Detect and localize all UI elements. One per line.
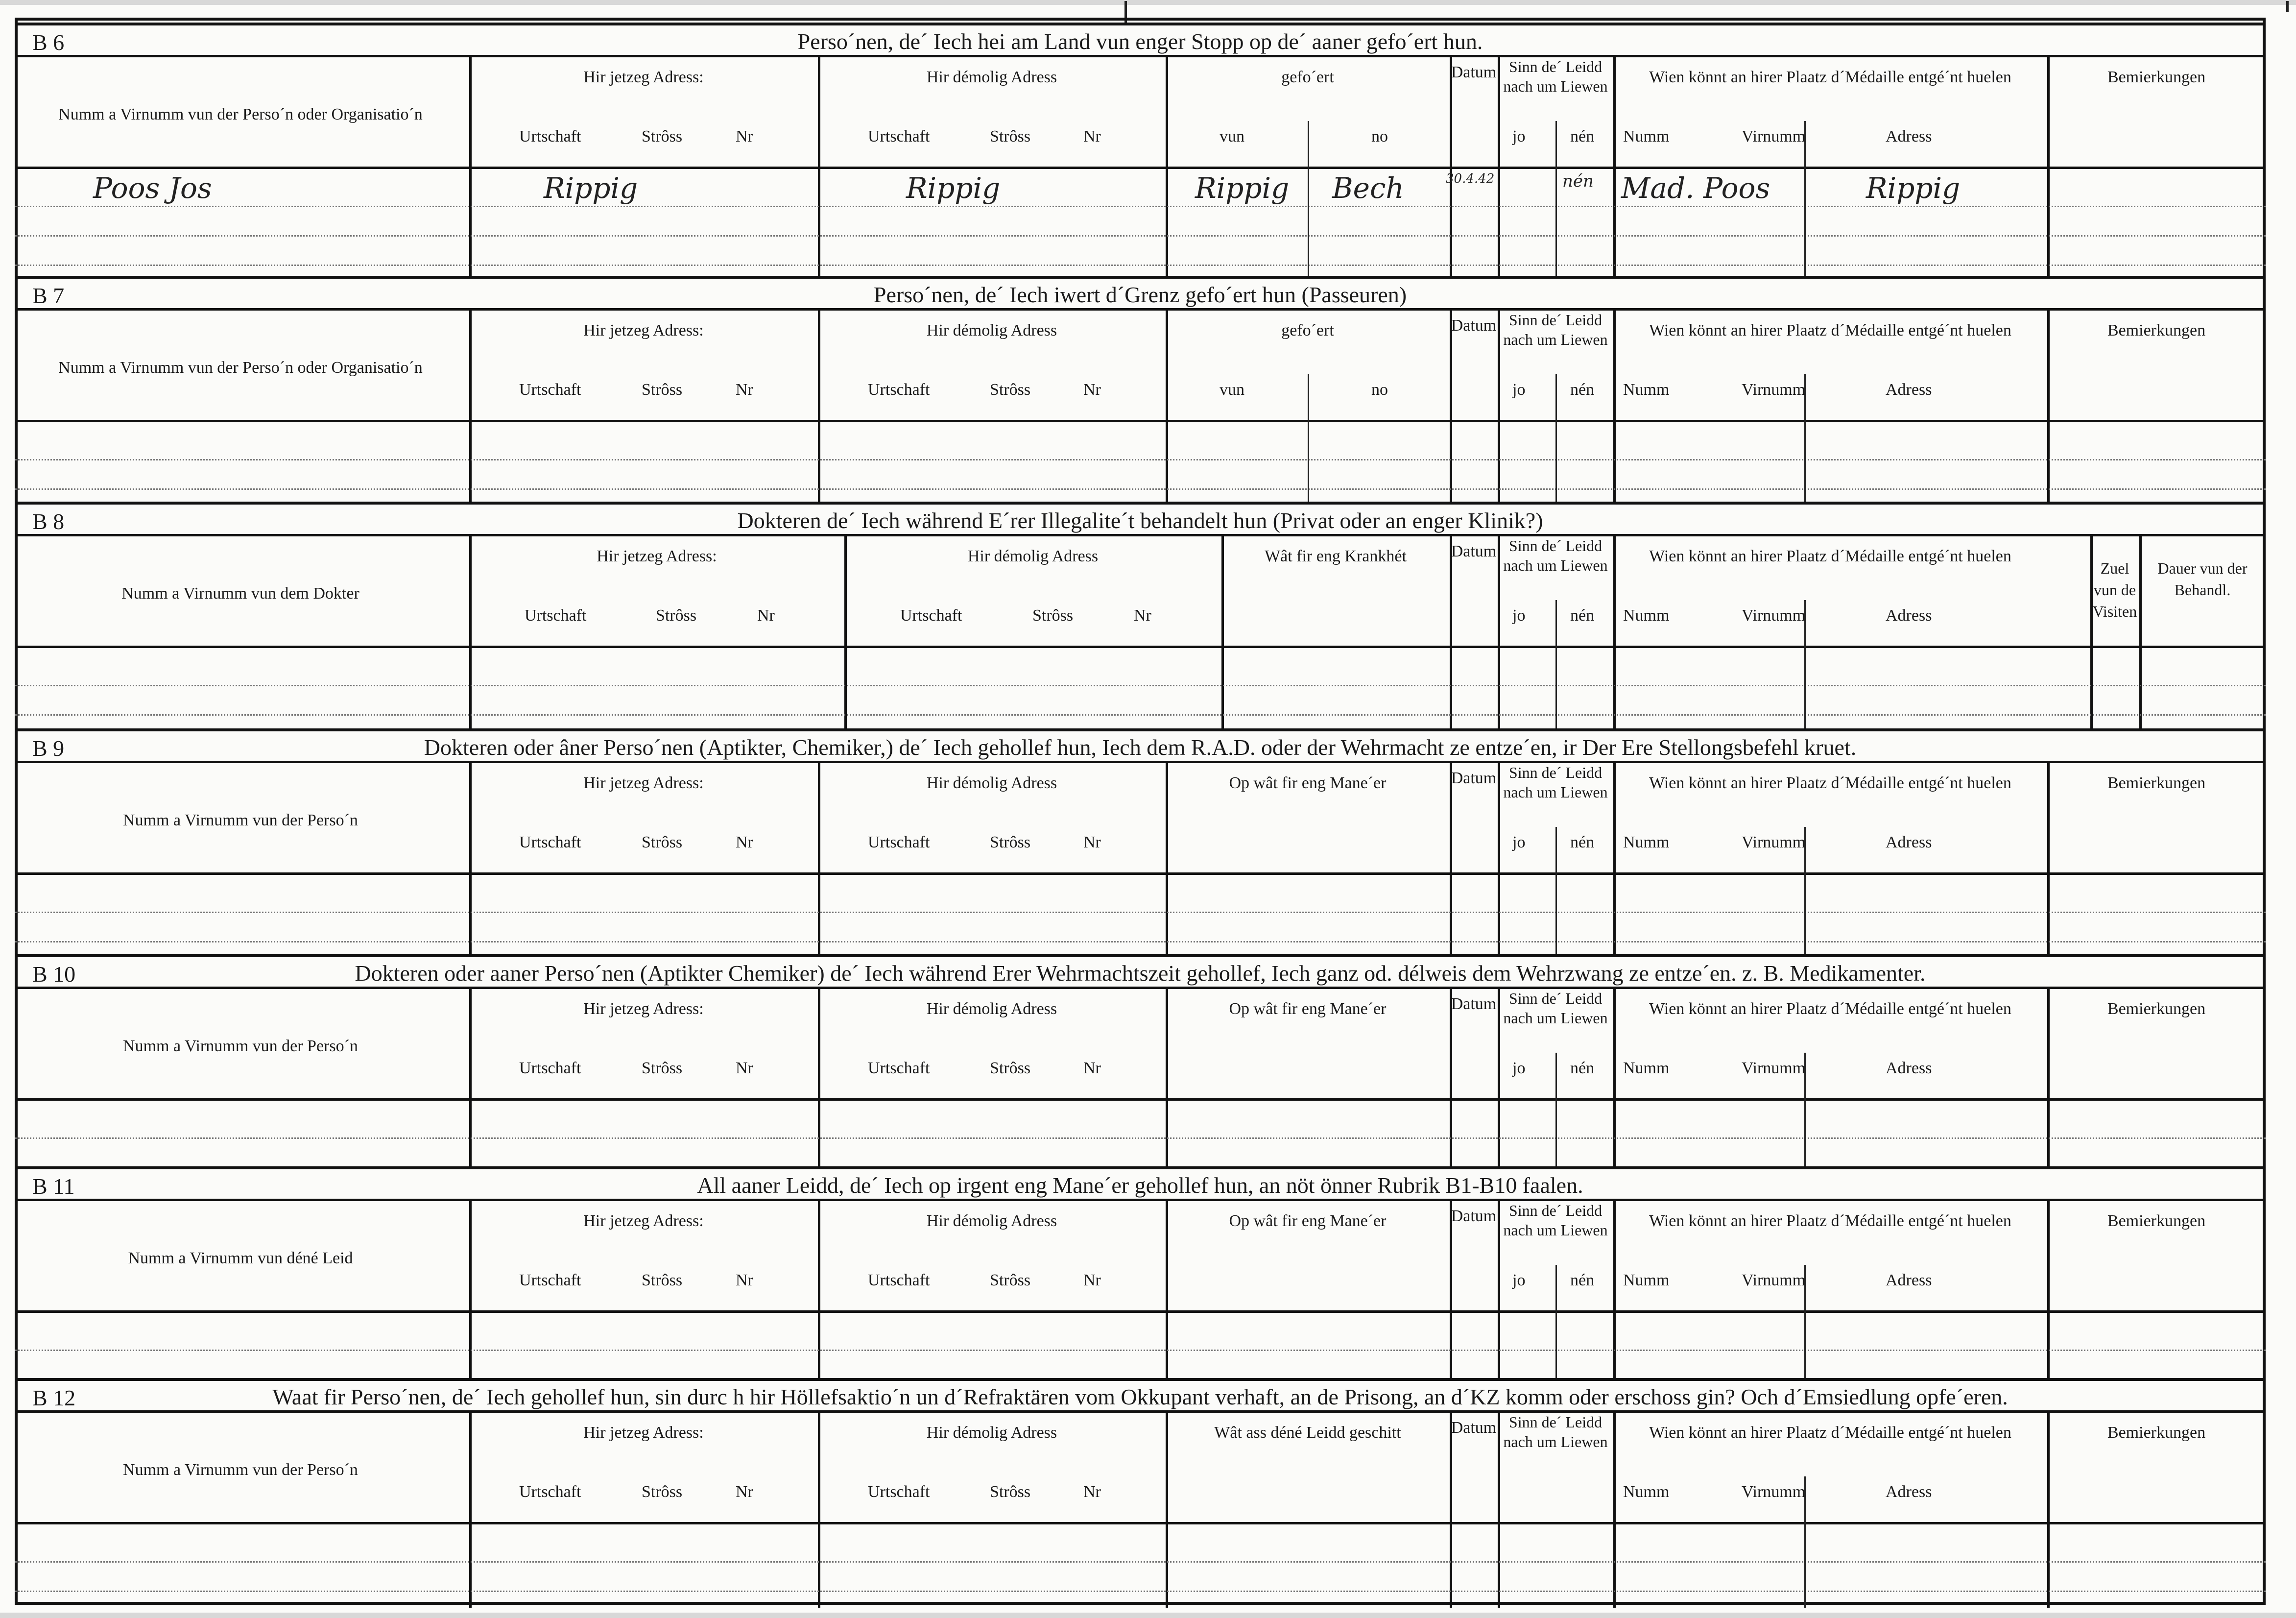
handwritten-entry: Rippig bbox=[544, 171, 638, 205]
third-column-header: Op wât fir eng Mane´er bbox=[1229, 1212, 1387, 1230]
section-number: B 8 bbox=[32, 509, 65, 534]
third-column-header: Wât fir eng Krankhét bbox=[1265, 547, 1407, 565]
handwritten-entry: Poos Jos bbox=[93, 171, 212, 205]
former-address-header: Hir démolig Adress bbox=[967, 547, 1099, 565]
former-address-header: Hir démolig Adress bbox=[926, 1000, 1057, 1018]
datum-header: Datum bbox=[1451, 769, 1497, 787]
former-address-sub-1: Strôss bbox=[990, 127, 1031, 145]
header-rule bbox=[15, 987, 2266, 989]
section-number: B 10 bbox=[32, 962, 76, 987]
current-address-sub-1: Strôss bbox=[642, 1059, 683, 1077]
alive-header: Sinn de´ Leidd nach um Liewen bbox=[1503, 311, 1608, 348]
third-sub-to: no bbox=[1371, 381, 1388, 399]
alive-no: nén bbox=[1570, 1271, 1595, 1289]
former-address-sub-2: Nr bbox=[1083, 381, 1101, 399]
scan-edge-bottom bbox=[0, 1613, 2296, 1618]
former-address-header: Hir démolig Adress bbox=[926, 774, 1057, 792]
writing-line[interactable] bbox=[15, 685, 2266, 686]
column-divider bbox=[2047, 55, 2050, 279]
writing-line[interactable] bbox=[15, 235, 2266, 237]
alive-split bbox=[1555, 1053, 1557, 1169]
handwritten-entry: Rippig bbox=[1195, 171, 1290, 205]
medal-sub-address: Adress bbox=[1886, 1059, 1932, 1077]
alive-header: Sinn de´ Leidd nach um Liewen bbox=[1503, 1202, 1608, 1239]
column-divider bbox=[1450, 308, 1452, 505]
former-address-sub-0: Urtschaft bbox=[868, 381, 930, 399]
section-number: B 7 bbox=[32, 283, 65, 308]
body-rule bbox=[15, 420, 2266, 422]
alive-yes: jo bbox=[1512, 127, 1526, 145]
current-address-sub-1: Strôss bbox=[642, 127, 683, 145]
alive-yes: jo bbox=[1512, 381, 1526, 399]
former-address-sub-2: Nr bbox=[1083, 1059, 1101, 1077]
remarks-header: Bemierkungen bbox=[2107, 1000, 2206, 1018]
current-address-sub-0: Urtschaft bbox=[519, 1059, 581, 1077]
current-address-header: Hir jetzeg Adress: bbox=[583, 1000, 704, 1018]
medal-sub-name: Numm bbox=[1623, 1271, 1670, 1289]
current-address-sub-0: Urtschaft bbox=[519, 127, 581, 145]
body-rule bbox=[15, 1310, 2266, 1313]
alive-header: Sinn de´ Leidd nach um Liewen bbox=[1503, 537, 1608, 574]
alive-no: nén bbox=[1570, 1059, 1595, 1077]
writing-line[interactable] bbox=[15, 488, 2266, 490]
former-address-sub-1: Strôss bbox=[990, 1271, 1031, 1289]
current-address-sub-0: Urtschaft bbox=[519, 833, 581, 851]
writing-line[interactable] bbox=[15, 1137, 2266, 1139]
handwritten-entry: Rippig bbox=[906, 171, 1001, 205]
scan-edge-top bbox=[0, 0, 2296, 5]
remarks-header: Bemierkungen bbox=[2107, 68, 2206, 86]
current-address-sub-2: Nr bbox=[736, 833, 753, 851]
column-divider bbox=[1450, 55, 1452, 279]
handwritten-entry: Rippig bbox=[1866, 171, 1961, 205]
third-column-header: gefo´ert bbox=[1281, 321, 1334, 339]
column-divider bbox=[1613, 55, 1616, 279]
former-address-sub-0: Urtschaft bbox=[868, 1483, 930, 1501]
third-column-header: Wât ass déné Leidd geschitt bbox=[1214, 1424, 1401, 1442]
current-address-sub-2: Nr bbox=[736, 381, 753, 399]
section-title: Waat fir Perso´nen, de´ Iech gehollef hun, sin durc h hir Höllefsaktio´n un d´Refraktären vom Okkupant verhaft, an de Prisong, an d´KZ komm oder erschoss gin? Och d´Emsiedlung opfe´eren. bbox=[272, 1384, 2008, 1409]
current-address-sub-0: Urtschaft bbox=[525, 606, 587, 625]
writing-line[interactable] bbox=[15, 912, 2266, 913]
medal-sub-name: Numm bbox=[1623, 127, 1670, 145]
section-title: Perso´nen, de´ Iech iwert d´Grenz gefo´ert hun (Passeuren) bbox=[873, 282, 1407, 307]
former-address-sub-1: Strôss bbox=[990, 381, 1031, 399]
current-address-header: Hir jetzeg Adress: bbox=[583, 1424, 704, 1442]
medal-sub-firstname: Virnumm bbox=[1742, 1483, 1806, 1501]
handwritten-entry: Mad. Poos bbox=[1621, 171, 1770, 205]
body-rule bbox=[15, 1098, 2266, 1101]
former-address-header: Hir démolig Adress bbox=[926, 68, 1057, 86]
current-address-sub-0: Urtschaft bbox=[519, 1271, 581, 1289]
current-address-header: Hir jetzeg Adress: bbox=[597, 547, 717, 565]
name-column-header: Numm a Virnumm vun der Perso´n oder Organisatio´n bbox=[58, 105, 423, 123]
writing-line[interactable] bbox=[15, 265, 2266, 266]
section-title: Dokteren oder aaner Perso´nen (Aptikter Chemiker) de´ Iech während Erer Wehrmachtszeit gehollef, Iech ganz od. délweis dem Wehrzwang ze entze´en. z. B. Medikamenter. bbox=[355, 961, 1926, 986]
duration-header: Dauer vun der Behandl. bbox=[2157, 559, 2248, 599]
medal-sub-name: Numm bbox=[1623, 1059, 1670, 1077]
section-b12 bbox=[15, 1378, 2266, 1605]
current-address-sub-0: Urtschaft bbox=[519, 381, 581, 399]
column-divider bbox=[1450, 1410, 1452, 1608]
section-title: Perso´nen, de´ Iech hei am Land vun enger Stopp op de´ aaner gefo´ert hun. bbox=[797, 29, 1483, 54]
section-number: B 9 bbox=[32, 736, 65, 761]
body-rule bbox=[15, 167, 2266, 169]
alive-split bbox=[1555, 374, 1557, 505]
handwritten-entry: 30.4.42 bbox=[1446, 171, 1495, 186]
current-address-sub-2: Nr bbox=[757, 606, 775, 625]
datum-header: Datum bbox=[1451, 1207, 1497, 1225]
current-address-sub-0: Urtschaft bbox=[519, 1483, 581, 1501]
former-address-sub-1: Strôss bbox=[990, 1483, 1031, 1501]
medal-sub-firstname: Virnumm bbox=[1742, 381, 1806, 399]
section-b7 bbox=[15, 276, 2266, 502]
alive-yes: jo bbox=[1512, 1271, 1526, 1289]
former-address-sub-2: Nr bbox=[1083, 1271, 1101, 1289]
alive-header: Sinn de´ Leidd nach um Liewen bbox=[1503, 1413, 1608, 1450]
column-divider bbox=[818, 55, 820, 279]
remarks-header: Bemierkungen bbox=[2107, 1424, 2206, 1442]
medal-sub-address: Adress bbox=[1886, 127, 1932, 145]
body-rule bbox=[15, 872, 2266, 875]
medal-sub-address: Adress bbox=[1886, 381, 1932, 399]
medal-sub-firstname: Virnumm bbox=[1742, 1059, 1806, 1077]
former-address-sub-0: Urtschaft bbox=[868, 127, 930, 145]
current-address-sub-1: Strôss bbox=[656, 606, 697, 625]
name-column-header: Numm a Virnumm vun dem Dokter bbox=[121, 584, 359, 603]
datum-header: Datum bbox=[1451, 995, 1497, 1013]
name-column-header: Numm a Virnumm vun der Perso´n bbox=[123, 811, 358, 829]
alive-yes: jo bbox=[1512, 1059, 1526, 1077]
alive-yes: jo bbox=[1512, 833, 1526, 851]
medal-sub-firstname: Virnumm bbox=[1742, 1271, 1806, 1289]
medal-sub-name: Numm bbox=[1623, 1483, 1670, 1501]
former-address-sub-0: Urtschaft bbox=[868, 1271, 930, 1289]
current-address-sub-1: Strôss bbox=[642, 833, 683, 851]
current-address-sub-2: Nr bbox=[736, 1059, 753, 1077]
third-split bbox=[1308, 374, 1309, 505]
name-column-header: Numm a Virnumm vun déné Leid bbox=[128, 1249, 353, 1267]
medal-sub-name: Numm bbox=[1623, 381, 1670, 399]
alive-split bbox=[1555, 827, 1557, 957]
former-address-header: Hir démolig Adress bbox=[926, 1212, 1057, 1230]
section-title: Dokteren de´ Iech während E´rer Illegalite´t behandelt hun (Privat oder an enger Klinik?) bbox=[737, 508, 1543, 533]
former-address-sub-2: Nr bbox=[1134, 606, 1151, 625]
former-address-sub-2: Nr bbox=[1083, 1483, 1101, 1501]
medal-header: Wien könnt an hirer Plaatz d´Médaille entgé´nt huelen bbox=[1649, 774, 2011, 792]
section-b9 bbox=[15, 728, 2266, 954]
medal-header: Wien könnt an hirer Plaatz d´Médaille entgé´nt huelen bbox=[1649, 547, 2011, 565]
datum-header: Datum bbox=[1451, 316, 1497, 335]
writing-line[interactable] bbox=[15, 206, 2266, 207]
medal-sub-firstname: Virnumm bbox=[1742, 833, 1806, 851]
header-rule bbox=[15, 55, 2266, 57]
column-divider bbox=[469, 55, 472, 279]
alive-header: Sinn de´ Leidd nach um Liewen bbox=[1503, 764, 1608, 801]
medal-sub-address: Adress bbox=[1886, 1483, 1932, 1501]
datum-header: Datum bbox=[1451, 1419, 1497, 1437]
current-address-sub-2: Nr bbox=[736, 127, 753, 145]
remarks-header: Bemierkungen bbox=[2107, 774, 2206, 792]
current-address-sub-2: Nr bbox=[736, 1271, 753, 1289]
current-address-sub-1: Strôss bbox=[642, 381, 683, 399]
alive-no: nén bbox=[1570, 127, 1595, 145]
alive-no: nén bbox=[1570, 381, 1595, 399]
current-address-header: Hir jetzeg Adress: bbox=[583, 68, 704, 86]
former-address-sub-0: Urtschaft bbox=[868, 833, 930, 851]
medal-sub-address: Adress bbox=[1886, 606, 1932, 625]
section-b11 bbox=[15, 1166, 2266, 1378]
medal-sub-name: Numm bbox=[1623, 606, 1670, 625]
section-b6 bbox=[15, 23, 2266, 276]
current-address-sub-1: Strôss bbox=[642, 1483, 683, 1501]
section-number: B 12 bbox=[32, 1385, 76, 1410]
former-address-sub-1: Strôss bbox=[990, 1059, 1031, 1077]
alive-yes: jo bbox=[1512, 606, 1526, 625]
medal-header: Wien könnt an hirer Plaatz d´Médaille entgé´nt huelen bbox=[1649, 1000, 2011, 1018]
writing-line[interactable] bbox=[15, 1591, 2266, 1592]
header-rule bbox=[15, 1199, 2266, 1201]
current-address-sub-1: Strôss bbox=[642, 1271, 683, 1289]
alive-no: nén bbox=[1570, 833, 1595, 851]
writing-line[interactable] bbox=[15, 1350, 2266, 1351]
former-address-sub-2: Nr bbox=[1083, 833, 1101, 851]
medal-header: Wien könnt an hirer Plaatz d´Médaille entgé´nt huelen bbox=[1649, 321, 2011, 339]
column-divider bbox=[1450, 761, 1452, 957]
former-address-header: Hir démolig Adress bbox=[926, 1424, 1057, 1442]
alive-split bbox=[1555, 1265, 1557, 1381]
alive-header: Sinn de´ Leidd nach um Liewen bbox=[1503, 58, 1608, 95]
former-address-header: Hir démolig Adress bbox=[926, 321, 1057, 339]
section-b10 bbox=[15, 954, 2266, 1166]
name-column-header: Numm a Virnumm vun der Perso´n bbox=[123, 1037, 358, 1055]
name-column-header: Numm a Virnumm vun der Perso´n bbox=[123, 1461, 358, 1479]
remarks-header: Bemierkungen bbox=[2107, 1212, 2206, 1230]
handwritten-entry: Bech bbox=[1332, 171, 1404, 205]
section-number: B 11 bbox=[32, 1174, 75, 1199]
binding-mark bbox=[2286, 1, 2289, 12]
medal-sub-firstname: Virnumm bbox=[1742, 127, 1806, 145]
third-sub-from: vun bbox=[1220, 381, 1244, 399]
visits-header: Zuel vun de Visiten bbox=[2092, 559, 2137, 620]
medal-sub-address: Adress bbox=[1886, 833, 1932, 851]
writing-line[interactable] bbox=[15, 714, 2266, 716]
header-rule bbox=[15, 1410, 2266, 1413]
medal-sub-name: Numm bbox=[1623, 833, 1670, 851]
body-rule bbox=[15, 646, 2266, 648]
writing-line[interactable] bbox=[15, 459, 2266, 460]
former-address-sub-1: Strôss bbox=[1032, 606, 1074, 625]
header-rule bbox=[15, 534, 2266, 536]
former-address-sub-0: Urtschaft bbox=[868, 1059, 930, 1077]
medal-header: Wien könnt an hirer Plaatz d´Médaille entgé´nt huelen bbox=[1649, 1212, 2011, 1230]
writing-line[interactable] bbox=[15, 941, 2266, 942]
alive-split bbox=[1555, 600, 1557, 731]
section-number: B 6 bbox=[32, 30, 65, 55]
section-b8 bbox=[15, 502, 2266, 728]
section-title: All aaner Leidd, de´ Iech op irgent eng Mane´er gehollef hun, an nöt önner Rubrik B1-B10 faalen. bbox=[697, 1173, 1583, 1198]
third-sub-from: vun bbox=[1220, 127, 1244, 145]
datum-header: Datum bbox=[1451, 542, 1497, 560]
name-column-header: Numm a Virnumm vun der Perso´n oder Organisatio´n bbox=[58, 359, 423, 377]
third-sub-to: no bbox=[1371, 127, 1388, 145]
datum-header: Datum bbox=[1451, 63, 1497, 81]
current-address-header: Hir jetzeg Adress: bbox=[583, 1212, 704, 1230]
alive-split bbox=[1555, 121, 1557, 279]
medal-header: Wien könnt an hirer Plaatz d´Médaille entgé´nt huelen bbox=[1649, 68, 2011, 86]
section-title: Dokteren oder âner Perso´nen (Aptikter, Chemiker,) de´ Iech gehollef hun, Iech dem R.A.D. oder der Wehrmacht ze entze´en, ir Der Ere Stellongsbefehl kruet. bbox=[424, 735, 1857, 760]
former-address-sub-1: Strôss bbox=[990, 833, 1031, 851]
header-rule bbox=[15, 308, 2266, 311]
current-address-sub-2: Nr bbox=[736, 1483, 753, 1501]
former-address-sub-2: Nr bbox=[1083, 127, 1101, 145]
medal-sub-address: Adress bbox=[1886, 1271, 1932, 1289]
third-column-header: Op wât fir eng Mane´er bbox=[1229, 1000, 1387, 1018]
header-rule bbox=[15, 761, 2266, 763]
third-column-header: gefo´ert bbox=[1281, 68, 1334, 86]
column-divider bbox=[1450, 534, 1452, 731]
alive-header: Sinn de´ Leidd nach um Liewen bbox=[1503, 990, 1608, 1027]
writing-line[interactable] bbox=[15, 1561, 2266, 1563]
column-divider bbox=[1166, 55, 1168, 279]
current-address-header: Hir jetzeg Adress: bbox=[583, 321, 704, 339]
third-split bbox=[1308, 121, 1309, 279]
third-column-header: Op wât fir eng Mane´er bbox=[1229, 774, 1387, 792]
remarks-header: Bemierkungen bbox=[2107, 321, 2206, 339]
medal-header: Wien könnt an hirer Plaatz d´Médaille entgé´nt huelen bbox=[1649, 1424, 2011, 1442]
body-rule bbox=[15, 1522, 2266, 1524]
medal-sub-firstname: Virnumm bbox=[1742, 606, 1806, 625]
former-address-sub-0: Urtschaft bbox=[900, 606, 962, 625]
current-address-header: Hir jetzeg Adress: bbox=[583, 774, 704, 792]
handwritten-entry: nén bbox=[1562, 171, 1594, 191]
alive-no: nén bbox=[1570, 606, 1595, 625]
